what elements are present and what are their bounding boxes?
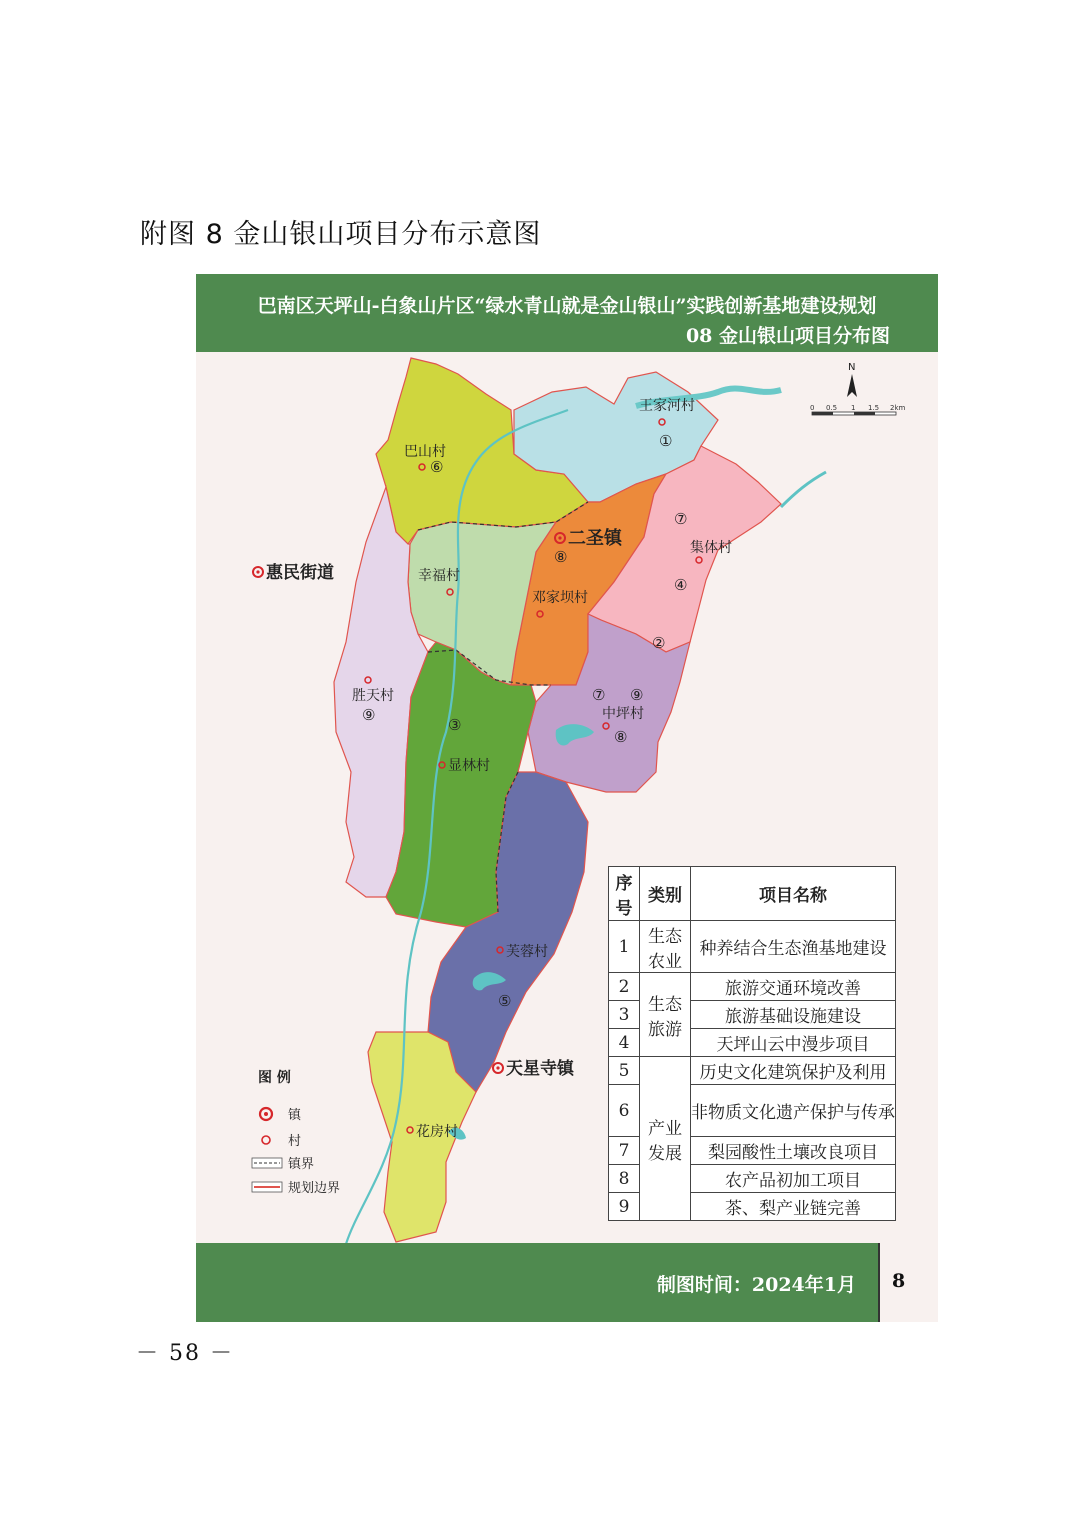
river-east <box>781 472 826 507</box>
place-xingfu: 幸福村 <box>418 568 460 584</box>
scale-tick-3: 1.5 <box>868 404 880 412</box>
cell-category: 产业发展 <box>640 1057 691 1221</box>
place-dengjiaba: 邓家坝村 <box>532 590 588 606</box>
cell-name: 非物质文化遗产保护与传承 <box>691 1085 896 1137</box>
cell-name: 旅游交通环境改善 <box>691 973 896 1001</box>
col-header-category: 类别 <box>640 867 691 921</box>
place-zhongping: 中坪村 <box>602 706 644 722</box>
cell-name: 农产品初加工项目 <box>691 1165 896 1193</box>
marker-jiti-a: ⑦ <box>674 510 688 528</box>
cell-name: 梨园酸性土壤改良项目 <box>691 1137 896 1165</box>
place-jiti: 集体村 <box>690 540 732 556</box>
place-xianlin: 显林村 <box>448 758 490 774</box>
cell-category: 生态旅游 <box>640 973 691 1057</box>
legend-title: 图 例 <box>258 1070 291 1086</box>
figure-title: 附图 8 金山银山项目分布示意图 <box>140 219 542 250</box>
map-footer <box>196 1243 878 1322</box>
north-label: N <box>848 362 856 373</box>
scale-tick-0: 0 <box>810 404 815 412</box>
marker-ersheng: ⑧ <box>554 548 568 566</box>
map-footer-number-box <box>878 1243 938 1322</box>
map-header-subtitle: 08 金山银山项目分布图 <box>685 325 890 347</box>
table-header-row <box>609 867 896 921</box>
marker-zhongping-a: ⑦ <box>592 686 606 704</box>
legend-item-town: 镇 <box>288 1108 302 1123</box>
table-row <box>609 1057 896 1085</box>
scale-tick-4: 2km <box>890 404 906 412</box>
map-number: 8 <box>892 1270 906 1292</box>
col-header-no: 序号 <box>609 867 640 921</box>
legend-item-plan-border: 规划边界 <box>288 1181 341 1196</box>
legend-village-icon <box>262 1136 270 1144</box>
map-date: 制图时间：2024年1月 <box>656 1274 856 1296</box>
cell-no: 2 <box>609 973 640 1001</box>
marker-furong: ⑤ <box>498 992 512 1010</box>
scale-tick-2: 1 <box>851 404 856 412</box>
legend-item-village: 村 <box>288 1134 302 1149</box>
marker-wangjiahe: ① <box>659 432 673 450</box>
cell-no: 5 <box>609 1057 640 1085</box>
place-tianxingsi: 天星寺镇 <box>506 1059 574 1079</box>
marker-xianlin: ③ <box>448 716 462 734</box>
marker-zhongping-c: ⑧ <box>614 728 628 746</box>
marker-zhongping-b: ⑨ <box>630 686 644 704</box>
cell-name: 旅游基础设施建设 <box>691 1001 896 1029</box>
map-header-title: 巴南区天坪山-白象山片区“绿水青山就是金山银山”实践创新基地建设规划 <box>257 295 877 317</box>
legend <box>252 1069 340 1196</box>
north-arrow-icon <box>847 362 857 397</box>
place-bashan: 巴山村 <box>404 444 446 460</box>
cell-no: 6 <box>609 1085 640 1137</box>
place-ersheng: 二圣镇 <box>568 528 622 549</box>
cell-no: 8 <box>609 1165 640 1193</box>
place-huimin: 惠民街道 <box>266 563 334 583</box>
marker-jiti-b: ④ <box>674 576 688 594</box>
place-huafang: 花房村 <box>416 1124 458 1140</box>
cell-no: 3 <box>609 1001 640 1029</box>
page-number: － 58 － <box>136 1341 234 1366</box>
cell-no: 9 <box>609 1193 640 1221</box>
col-header-name: 项目名称 <box>691 867 896 921</box>
place-furong: 芙蓉村 <box>506 944 548 960</box>
table-row <box>609 921 896 973</box>
marker-shengtian: ⑨ <box>362 706 376 724</box>
marker-bashan: ⑥ <box>430 458 444 476</box>
scale-tick-1: 0.5 <box>826 404 838 412</box>
table-row <box>609 973 896 1001</box>
cell-no: 4 <box>609 1029 640 1057</box>
cell-category: 生态农业 <box>640 921 691 973</box>
cell-name: 历史文化建筑保护及利用 <box>691 1057 896 1085</box>
map-header <box>196 274 938 352</box>
place-shengtian: 胜天村 <box>352 688 394 704</box>
cell-no: 1 <box>609 921 640 973</box>
project-table <box>608 866 896 1221</box>
cell-name: 种养结合生态渔基地建设 <box>691 921 896 973</box>
legend-item-town-border: 镇界 <box>288 1157 315 1172</box>
scale-bar <box>810 404 906 415</box>
map-frame <box>196 274 938 1322</box>
cell-name: 茶、梨产业链完善 <box>691 1193 896 1221</box>
marker-jiti-c: ② <box>652 634 666 652</box>
cell-name: 天坪山云中漫步项目 <box>691 1029 896 1057</box>
cell-no: 7 <box>609 1137 640 1165</box>
place-wangjiahe: 王家河村 <box>639 398 695 414</box>
